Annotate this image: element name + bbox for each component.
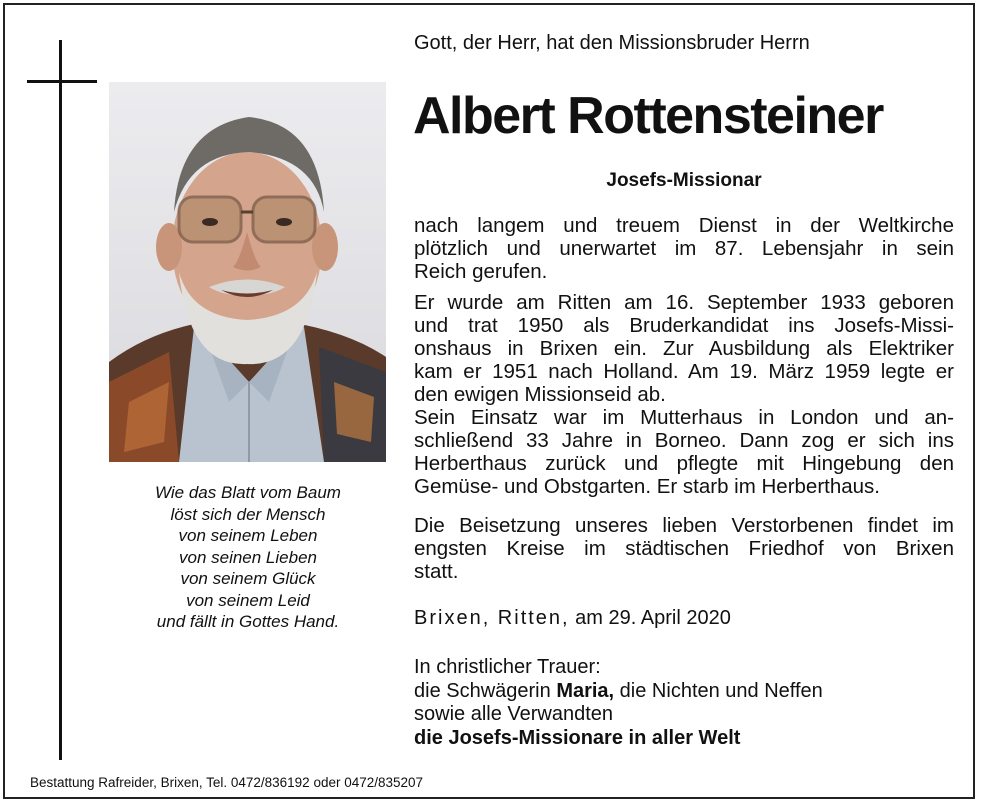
- mourners-family: [414, 680, 823, 704]
- text-line: Sein Einsatz war im Mutterhaus in London und an-: [414, 406, 954, 429]
- text-line: kam er 1951 nach Holland. Am 19. März 1959 legte er: [414, 360, 954, 383]
- text-line: nach langem und treuem Dienst in der Weltkirche: [414, 214, 954, 237]
- cross-icon-vertical: [59, 40, 62, 760]
- portrait-illustration: [109, 82, 386, 462]
- text-line: Er wurde am Ritten am 16. September 1933 geboren: [414, 291, 954, 314]
- poem-line: von seinem Glück: [180, 569, 316, 588]
- text-line: engsten Kreise im städtischen Friedhof von Brixen: [414, 537, 954, 560]
- text-line: Herberthaus zurück und pflegte mit Hingebung den: [414, 452, 954, 475]
- text-line: onshaus in Brixen ein. Zur Ausbildung als Elektriker: [414, 337, 954, 360]
- poem-line: löst sich der Mensch: [170, 504, 326, 524]
- paragraph-calling: [414, 214, 954, 283]
- poem-line: und fällt in Gottes Hand.: [156, 612, 340, 631]
- mourners-block: [414, 656, 823, 750]
- text-line: den ewigen Missionseid ab.: [414, 383, 666, 406]
- mourners-family-post: die Nichten und Neffen: [614, 679, 823, 702]
- mourning-intro: In christlicher Trauer:: [414, 656, 601, 678]
- date: am 29. April 2020: [575, 607, 731, 629]
- mourners-family-pre: die Schwägerin: [414, 679, 557, 702]
- text-line: statt.: [414, 560, 459, 583]
- text-line: und trat 1950 als Bruderkandidat ins Josefs-Missi-: [414, 314, 954, 337]
- mourners-missionaries: die Josefs-Missionare in aller Welt: [414, 726, 741, 749]
- poem-line: Wie das Blatt vom Baum: [155, 483, 341, 502]
- text-line: plötzlich und unerwartet im 87. Lebensjahr in sein: [414, 237, 954, 260]
- paragraph-biography: [414, 291, 954, 498]
- mourners-relatives: sowie alle Verwandten: [414, 703, 614, 725]
- order-title: Josefs-Missionar: [606, 170, 762, 191]
- cross-icon-horizontal: [27, 80, 97, 83]
- poem-line: von seinem Leben: [178, 526, 318, 545]
- portrait-photo: [109, 82, 386, 462]
- funeral-home-footer: Bestattung Rafreider, Brixen, Tel. 0472/836192 oder 0472/835207: [30, 775, 424, 790]
- place-date: [414, 607, 731, 630]
- poem-line: von seinen Lieben: [178, 547, 317, 567]
- poem-line: von seinem Leid: [186, 590, 310, 610]
- paragraph-burial: [414, 514, 954, 583]
- text-line: schließend 33 Jahre in Borneo. Dann zog er sich ins: [414, 429, 954, 452]
- intro-text: Gott, der Herr, hat den Missionsbruder Herrn: [414, 32, 810, 54]
- text-line: Die Beisetzung unseres lieben Verstorbenen findet im: [414, 514, 954, 537]
- deceased-name: Albert Rottensteiner: [413, 87, 883, 145]
- text-line: Reich gerufen.: [414, 260, 548, 283]
- text-line: Gemüse- und Obstgarten. Er starb im Herberthaus.: [414, 475, 881, 498]
- mourner-maria: Maria,: [556, 679, 615, 702]
- place: Brixen, Ritten,: [414, 607, 570, 629]
- memorial-poem: [112, 482, 384, 633]
